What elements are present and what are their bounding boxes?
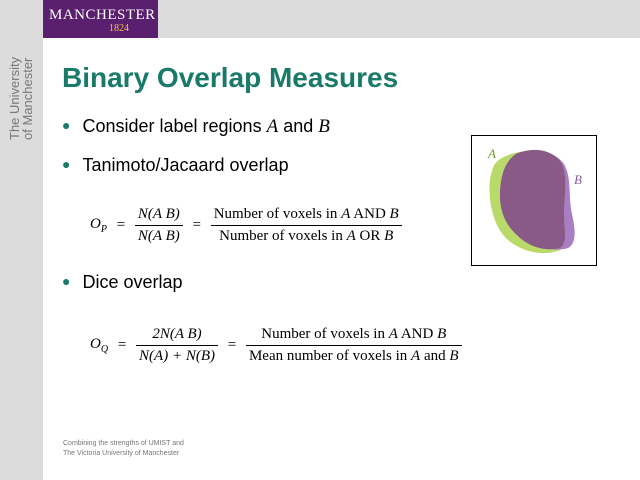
equals-sign: = (192, 217, 201, 233)
tanimoto-formula (90, 206, 402, 245)
dice-formula (90, 326, 462, 365)
sidebar (0, 0, 43, 480)
fraction-denominator: N(A B) (137, 228, 180, 244)
bullet-dot-icon: ● (62, 156, 71, 172)
text-numerator: Number of voxels in A AND B (211, 206, 402, 226)
set-fraction (135, 206, 183, 245)
label-b: B (574, 172, 582, 187)
bullet-dot-icon: ● (62, 273, 71, 289)
footer-line-1: Combining the strengths of UMIST and (63, 440, 184, 447)
bullet-dice (62, 272, 183, 293)
equals-sign: = (117, 337, 127, 353)
overlap-figure (471, 135, 597, 266)
text-denominator: Number of voxels in A OR B (219, 228, 394, 244)
bullet-tanimoto (62, 155, 289, 176)
wordmark-line-2: of Manchester (20, 57, 35, 140)
university-wordmark (8, 20, 38, 140)
formula-lhs: $O_Q$ (90, 336, 109, 355)
manchester-logo (43, 0, 158, 38)
text-fraction (211, 206, 402, 245)
label-a: A (488, 146, 496, 161)
fraction-denominator: N(A) + N(B) (139, 348, 215, 364)
bullet-text: Tanimoto/Jacaard overlap (82, 155, 289, 175)
fraction-numerator: 2N(A B) (136, 326, 218, 346)
logo-name: MANCHESTER (49, 7, 156, 23)
bullet-dot-icon: ● (62, 117, 71, 133)
footer (63, 439, 184, 459)
text-fraction (246, 326, 462, 365)
equals-sign: = (116, 217, 126, 233)
text-denominator: Mean number of voxels in A and B (248, 348, 459, 364)
set-fraction (136, 326, 218, 365)
fraction-numerator: N(A B) (135, 206, 183, 226)
wordmark-line-1: The University (7, 56, 22, 140)
var-b: B (318, 116, 330, 137)
formula-lhs: $O_P$ (90, 216, 107, 235)
var-a: A (266, 116, 279, 137)
bullet-consider-regions (62, 116, 330, 138)
text-numerator: Number of voxels in A AND B (246, 326, 462, 346)
footer-line-2: The Victoria University of Manchester (63, 450, 180, 457)
equals-sign: = (227, 337, 237, 353)
bullet-text: Consider label regions (82, 116, 267, 136)
overlap-diagram (472, 136, 596, 265)
logo-year: 1824 (109, 23, 129, 34)
bullet-text: Dice overlap (82, 272, 183, 292)
bullet-and: and (278, 116, 319, 136)
slide-title: Binary Overlap Measures (62, 62, 399, 93)
